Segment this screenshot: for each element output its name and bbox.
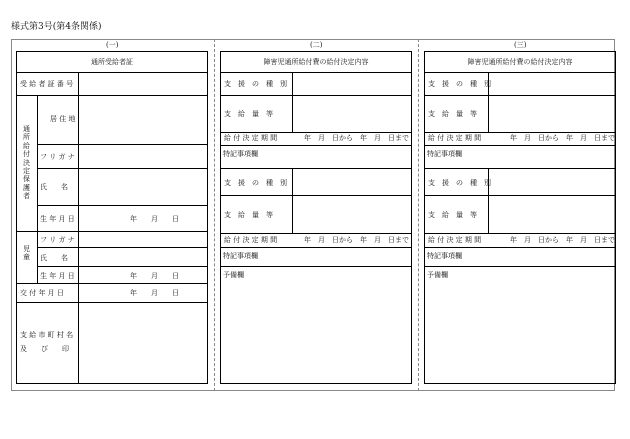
issue-date-value: 年 月 日 (130, 289, 179, 297)
panel3-header: 障害児通所給付費の給付決定内容 (467, 58, 573, 66)
p2-period-label: 給 付 決 定 期 間 (224, 134, 278, 142)
furigana-label: フ リ ガ ナ (40, 153, 75, 161)
birthdate-label: 生 年 月 日 (40, 215, 75, 223)
p2-support-type-label: 支 援 の 種 別 (224, 80, 287, 88)
p3-period-value: 年 月 日から 年 月 日まで (510, 134, 615, 142)
name-label: 氏 名 (40, 183, 68, 191)
panel3-number: (三) (514, 41, 527, 49)
p3-reserve-label: 予備欄 (427, 271, 448, 279)
p3-period-value-2: 年 月 日から 年 月 日まで (510, 236, 615, 244)
p3-notes-label-2: 特記事項欄 (427, 252, 462, 260)
child-furigana-label: フ リ ガ ナ (40, 236, 75, 244)
address-label: 居 住 地 (50, 115, 76, 123)
p2-period-value: 年 月 日から 年 月 日まで (304, 134, 409, 142)
form-title: 様式第3号(第4条関係) (11, 22, 102, 32)
p3-support-type-label: 支 援 の 種 別 (428, 80, 491, 88)
p2-reserve-label: 予備欄 (223, 271, 244, 279)
p3-period-label-2: 給 付 決 定 期 間 (428, 236, 482, 244)
p3-notes-label: 特記事項欄 (427, 150, 462, 158)
p2-period-label-2: 給 付 決 定 期 間 (224, 236, 278, 244)
cut-line-2 (418, 39, 419, 391)
p2-period-value-2: 年 月 日から 年 月 日まで (304, 236, 409, 244)
panel1-header: 通所受給者証 (91, 58, 133, 66)
guardian-group-label: 通所給付決定保護者 (23, 125, 30, 201)
p3-amount-label: 支 給 量 等 (428, 110, 477, 118)
p3-support-type-label-2: 支 援 の 種 別 (428, 179, 491, 187)
panel2-number: (二) (310, 41, 323, 49)
p3-period-label: 給 付 決 定 期 間 (428, 134, 482, 142)
p2-support-type-label-2: 支 援 の 種 別 (224, 179, 287, 187)
p3-amount-label-2: 支 給 量 等 (428, 211, 477, 219)
p2-amount-label: 支 給 量 等 (224, 110, 273, 118)
child-birthdate-label: 生 年 月 日 (40, 272, 75, 280)
child-name-label: 氏 名 (40, 254, 68, 262)
seal-label: 及 び 印 (20, 345, 69, 353)
panel1-number: (一) (106, 41, 119, 49)
cert-number-label: 受 給 者 証 番 号 (20, 80, 74, 88)
birthdate-value: 年 月 日 (130, 215, 179, 223)
city-name-label: 支 給 市 町 村 名 (20, 331, 74, 339)
p2-amount-label-2: 支 給 量 等 (224, 211, 273, 219)
child-group-label: 児童 (23, 245, 30, 262)
panel2-header: 障害児通所給付費の給付決定内容 (263, 58, 369, 66)
p2-notes-label: 特記事項欄 (223, 150, 258, 158)
child-birthdate-value: 年 月 日 (130, 272, 179, 280)
cut-line-1 (214, 39, 215, 391)
p2-notes-label-2: 特記事項欄 (223, 252, 258, 260)
issue-date-label: 交 付 年 月 日 (20, 289, 64, 297)
